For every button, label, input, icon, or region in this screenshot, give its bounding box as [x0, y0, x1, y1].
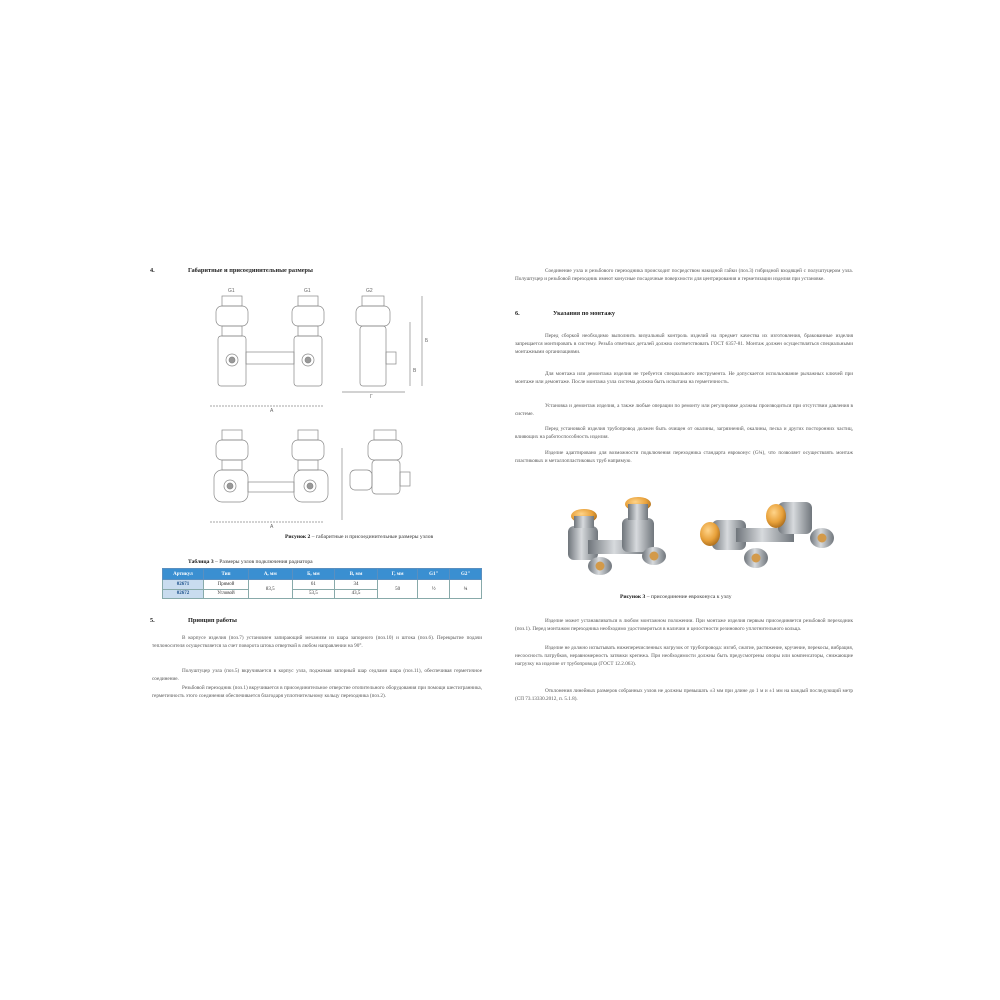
- header-type: Тип: [204, 569, 249, 580]
- dim-label-a: А: [270, 408, 274, 414]
- header-g1: G1": [418, 569, 450, 580]
- caption-text: – присоединение евроконуса к узлу: [645, 594, 732, 600]
- cell-b: 53,5: [292, 589, 335, 599]
- angled-valve-unit: [568, 497, 666, 575]
- product-render: [560, 474, 840, 592]
- paragraph: Перед установкой изделия трубопровод должен быть очищен от окалины, загрязнений, окалины, песка и других посторонних частиц, влияющих на работоспособность изделия.: [515, 426, 853, 441]
- valve-body-angled-right: [292, 430, 328, 502]
- valve-body-angled-left: [214, 430, 248, 502]
- header-g: Г, мм: [377, 569, 417, 580]
- cell-type: Прямой: [204, 580, 249, 590]
- dim-label-b: Б: [425, 338, 429, 344]
- paragraph: Изделие адаптировано для возможности подключения переходника стандарта евроконус (G¾), что позволяет осуществлять монтаж пластиковых и металлопластиковых труб напрямую.: [515, 450, 853, 465]
- bridge-pipe-angled: [248, 482, 294, 492]
- caption-label: Рисунок 3: [620, 594, 646, 600]
- paragraph: Полуштуцер узла (поз.5) вкручивается в корпус узла, поджимая запорный шар седлами шара (поз.11), обеспечивая герметичное соединение.: [152, 668, 482, 683]
- valve-angled-side-view: [350, 430, 410, 494]
- cell-v: 43,5: [335, 589, 378, 599]
- caption-label: Рисунок 2: [285, 534, 311, 540]
- paragraph: Для монтажа или демонтажа изделия не требуется специального инструмента. Не допускается использование рычажных ключей при монтаже или демонтаже. После монтажа узла система должна быть испытана на герметичность.: [515, 371, 853, 386]
- bridge-pipe: [246, 352, 294, 364]
- paragraph: Изделие может устанавливаться в любом монтажном положении. При монтаже изделия первым присоединяется резьбовой переходник (поз.1). Перед монтажом переходника необходимо удостовериться в наличии и целостности резинового уплотнительного кольца.: [515, 618, 853, 633]
- figure-2-caption: [285, 534, 433, 540]
- figure-3-caption: [620, 594, 732, 600]
- caption-text: – габаритные и присоединительные размеры узлов: [310, 534, 434, 540]
- paragraph: Установка и демонтаж изделия, а также любые операции по ремонту или регулировке должны производиться при отсутствии давления в системе.: [515, 403, 853, 418]
- brass-adapter: [700, 522, 720, 546]
- table-row: [163, 580, 482, 590]
- caption-text: – Размеры узлов подключения радиатора: [213, 559, 313, 565]
- dim-label-g1: G1: [228, 288, 235, 294]
- section-number: 6.: [515, 310, 520, 317]
- cell-a: 83,5: [249, 580, 293, 599]
- section-number: 4.: [150, 267, 155, 274]
- cell-v: 34: [335, 580, 378, 590]
- cell-article: 02672: [163, 589, 204, 599]
- paragraph: Отклонения линейных размеров собранных узлов не должны превышать ±3 мм при длине до 1 м и ±1 мм на каждый последующий метр (СП 73.13330.2012, п. 5.1.8).: [515, 688, 853, 703]
- header-g2: G2": [450, 569, 482, 580]
- valve-body-straight-right: [292, 296, 324, 386]
- cell-type: Угловой: [204, 589, 249, 599]
- cell-g: 50: [377, 580, 417, 599]
- table-3-caption: [188, 559, 313, 565]
- paragraph: Резьбовой переходник (поз.1) вкручивается в присоединительное отверстие отопительного оборудования при помощи шестигранника, герметичность этого соединения обеспечивается благодаря уплотнительному кольцу переходника (поз.2).: [152, 685, 482, 700]
- dim-label-g: Г: [370, 394, 373, 400]
- dim-label-v: В: [413, 368, 417, 374]
- section-title: Указания по монтажу: [553, 310, 616, 317]
- dim-label-g2: G2: [366, 288, 373, 294]
- brass-adapter: [766, 504, 786, 528]
- header-a: А, мм: [249, 569, 293, 580]
- dim-label-g1-second: G1: [304, 288, 311, 294]
- valve-side-view: [356, 296, 396, 386]
- paragraph: Изделие не должно испытывать нижеперечисленных нагрузок от трубопровода: изгиб, сжатие, растяжение, кручение, перекосы, вибрация, несоосность патрубков, неравномерность затяжки крепежа. При необходимости должны быть предусмотрены опоры или компенсаторы, снижающие нагрузку на изделие от трубопровода (ГОСТ 12.2.063).: [515, 645, 853, 668]
- header-b: Б, мм: [292, 569, 335, 580]
- section-number: 5.: [150, 617, 155, 624]
- intro-paragraph: Соединение узла и резьбового переходника происходит посредством накидной гайки (поз.3) гибридной входящей с полуштуцером узла. Полуштуцер и резьбовой переходник имеют конусные посадочные поверхности для центрирования и герметизации изделия при установке.: [515, 268, 853, 283]
- section-title: Габаритные и присоединительные размеры: [188, 267, 313, 274]
- cell-b: 61: [292, 580, 335, 590]
- technical-drawing: [200, 282, 490, 542]
- table-header-row: [163, 569, 482, 580]
- paragraph: В корпусе изделия (поз.7) установлен запирающий механизм из шара запорного (поз.10) и штока (поз.6). Перекрытие подачи теплоносителя осуществляется за счет поворота штока отверткой в любом направлении на 90°.: [152, 635, 482, 650]
- section-title: Принцип работы: [188, 617, 237, 624]
- dim-label-a-bottom: А: [270, 524, 274, 530]
- header-v: В, мм: [335, 569, 378, 580]
- dimensions-table: [162, 568, 482, 599]
- valve-body-straight-left: [216, 296, 248, 386]
- header-article: Артикул: [163, 569, 204, 580]
- cell-article: 02671: [163, 580, 204, 590]
- straight-valve-unit: [700, 502, 834, 568]
- cell-g1: ½: [418, 580, 450, 599]
- caption-label: Таблица 3: [188, 559, 214, 565]
- paragraph: Перед сборкой необходимо выполнить визуальный контроль изделий на предмет качества их изготовления, бракованные изделия запрещается монтировать в систему. Резьба ответных деталей должна соответствовать ГОСТ 6357-81. Монтаж должен осуществляться специальными монтажными организациями.: [515, 333, 853, 356]
- cell-g2: ¾: [450, 580, 482, 599]
